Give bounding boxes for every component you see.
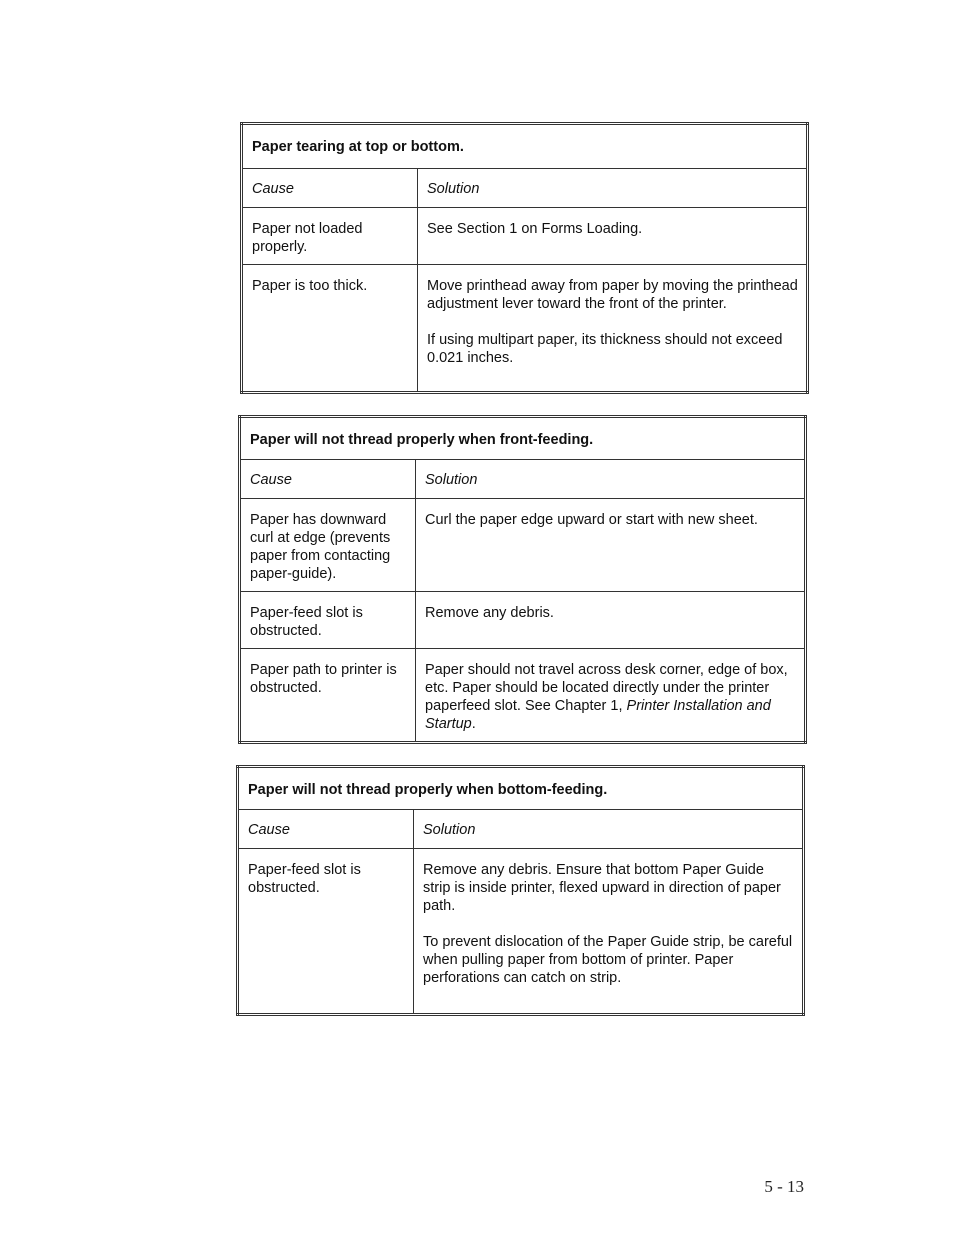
solution-cell	[416, 499, 806, 592]
solution-paragraph: Remove any debris.	[425, 605, 554, 621]
solution-cell	[414, 849, 804, 1015]
cause-cell: Paper has downward curl at edge (prevents paper from contacting paper-guide).	[240, 499, 416, 592]
cause-cell: Paper path to printer is obstructed.	[240, 649, 416, 743]
chapter-reference: Printer Installation and Startup	[425, 698, 771, 732]
table-row	[240, 499, 806, 592]
cause-cell: Paper-feed slot is obstructed.	[240, 592, 416, 649]
solution-cell	[418, 208, 808, 265]
table-title: Paper will not thread properly when front-feeding.	[240, 417, 806, 460]
cause-header: Cause	[240, 460, 416, 499]
solution-text-end: .	[471, 716, 476, 732]
solution-text: Paper should not travel across desk corner, edge of box, etc. Paper should be located directly under the printer paperfeed slot. See Chapter 1,	[425, 662, 788, 714]
solution-cell	[416, 592, 806, 649]
solution-paragraph: If using multipart paper, its thickness should not exceed 0.021 inches.	[427, 332, 783, 366]
solution-paragraph: Remove any debris. Ensure that bottom Paper Guide strip is inside printer, flexed upward in direction of paper path.	[423, 862, 781, 914]
table-row	[240, 649, 806, 743]
cause-cell: Paper not loaded properly.	[242, 208, 418, 265]
solution-paragraph: See Section 1 on Forms Loading.	[427, 221, 643, 237]
solution-header: Solution	[416, 460, 806, 499]
cause-cell: Paper is too thick.	[242, 265, 418, 393]
troubleshooting-table-tearing	[240, 122, 809, 394]
page-number: 5 - 13	[764, 1177, 804, 1196]
table-row	[240, 592, 806, 649]
cause-header: Cause	[242, 169, 418, 208]
solution-header: Solution	[418, 169, 808, 208]
solution-paragraph: Curl the paper edge upward or start with new sheet.	[425, 512, 758, 528]
troubleshooting-table-bottom-feeding	[236, 765, 805, 1016]
table-title: Paper tearing at top or bottom.	[242, 124, 808, 169]
solution-paragraph: To prevent dislocation of the Paper Guide strip, be careful when pulling paper from bottom of printer. Paper perforations can catch on strip.	[423, 934, 793, 986]
solution-header: Solution	[414, 810, 804, 849]
table-row	[238, 849, 804, 1015]
solution-cell	[418, 265, 808, 393]
cause-header: Cause	[238, 810, 414, 849]
cause-cell: Paper-feed slot is obstructed.	[238, 849, 414, 1015]
solution-cell	[416, 649, 806, 743]
troubleshooting-table-front-feeding	[238, 415, 807, 744]
table-row	[242, 265, 808, 393]
table-row	[242, 208, 808, 265]
solution-paragraph: Move printhead away from paper by moving the printhead adjustment lever toward the front of the printer.	[427, 278, 798, 312]
solution-paragraph	[425, 661, 796, 733]
table-title: Paper will not thread properly when bottom-feeding.	[238, 767, 804, 810]
